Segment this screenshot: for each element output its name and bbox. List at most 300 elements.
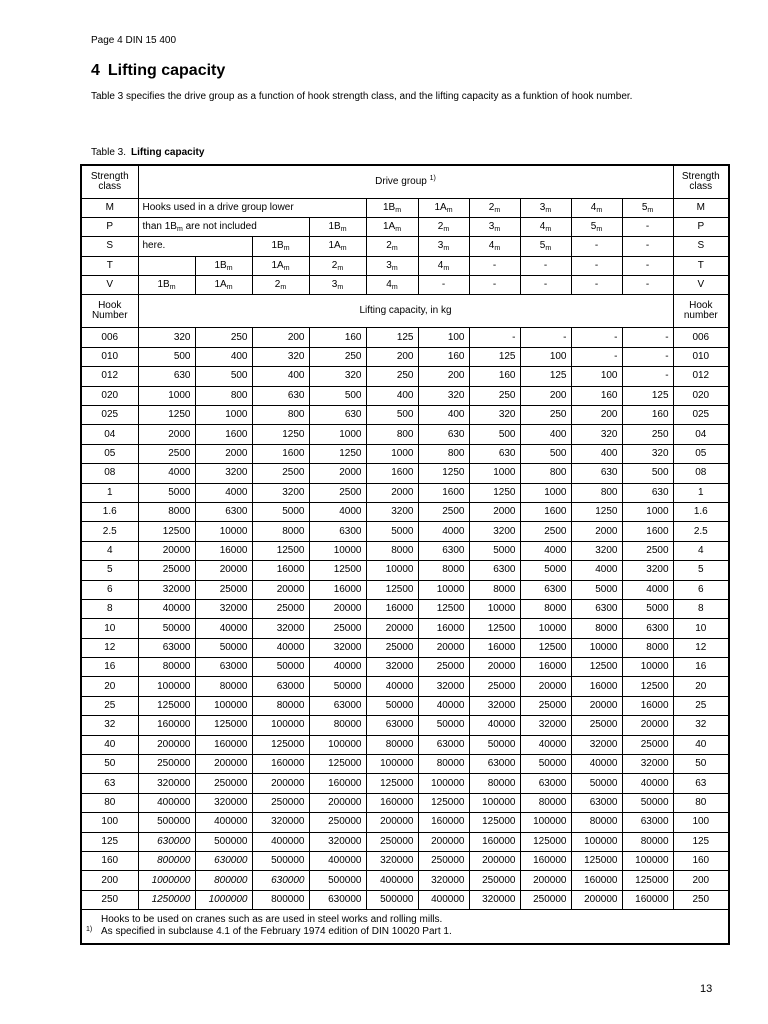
- strength-class-header-left: Strength class: [81, 165, 138, 198]
- capacity-cell: 400000: [195, 813, 252, 832]
- drive-group-header: Drive group $^{1)}$: [138, 165, 673, 198]
- capacity-cell: 12500: [418, 599, 469, 618]
- capacity-cell: 40000: [366, 677, 418, 696]
- capacity-cell: 63000: [309, 696, 366, 715]
- capacity-cell: 320: [571, 425, 622, 444]
- hook-number-cell: 5: [81, 561, 138, 580]
- capacity-cell: 1000: [469, 464, 520, 483]
- capacity-cell: 25000: [138, 561, 195, 580]
- capacity-cell: 160000: [309, 774, 366, 793]
- capacity-cell: 63000: [418, 735, 469, 754]
- capacity-cell: 250000: [469, 871, 520, 890]
- drive-group-cell: $1A_m$: [195, 276, 252, 295]
- capacity-cell: 250: [309, 347, 366, 366]
- capacity-cell: 25000: [469, 677, 520, 696]
- capacity-cell: 320000: [469, 890, 520, 909]
- capacity-cell: 2000: [366, 483, 418, 502]
- strength-class-row: [81, 198, 729, 217]
- table-row: [81, 638, 729, 657]
- drive-group-cell: $3_m$: [309, 276, 366, 295]
- capacity-cell: 200: [366, 347, 418, 366]
- table-row: [81, 541, 729, 560]
- capacity-cell: 80000: [571, 813, 622, 832]
- hook-number-cell: 4: [81, 541, 138, 560]
- capacity-cell: 25000: [252, 599, 309, 618]
- capacity-cell: 50000: [138, 619, 195, 638]
- capacity-cell: 125: [520, 367, 571, 386]
- capacity-cell: 200000: [309, 793, 366, 812]
- capacity-cell: 2500: [309, 483, 366, 502]
- drive-group-cell: -: [622, 276, 673, 295]
- table-row: [81, 677, 729, 696]
- capacity-cell: 100: [520, 347, 571, 366]
- capacity-cell: 16000: [195, 541, 252, 560]
- capacity-cell: 63000: [520, 774, 571, 793]
- drive-group-cell: $1B_m$: [309, 217, 366, 236]
- capacity-cell: 200: [520, 386, 571, 405]
- capacity-cell: 320000: [366, 852, 418, 871]
- hook-number-cell: 012: [81, 367, 138, 386]
- capacity-cell: 5000: [138, 483, 195, 502]
- hook-number-header-left: Hook Number: [81, 295, 138, 328]
- capacity-cell: 80000: [520, 793, 571, 812]
- capacity-cell: 20000: [520, 677, 571, 696]
- footnote-cell: [81, 910, 729, 944]
- strength-class-row: [81, 237, 729, 256]
- footnote-mark: 1): [86, 926, 93, 934]
- capacity-cell: -: [520, 328, 571, 347]
- capacity-cell: 40000: [520, 735, 571, 754]
- capacity-cell: 6300: [571, 599, 622, 618]
- hook-number-cell: 2.5: [673, 522, 729, 541]
- capacity-cell: 1600: [622, 522, 673, 541]
- capacity-cell: 125000: [418, 793, 469, 812]
- capacity-cell: 63000: [138, 638, 195, 657]
- capacity-cell: 1600: [366, 464, 418, 483]
- hook-number-cell: 10: [673, 619, 729, 638]
- capacity-cell: 8000: [252, 522, 309, 541]
- drive-group-cell: $4_m$: [520, 217, 571, 236]
- capacity-cell: 32000: [138, 580, 195, 599]
- capacity-cell: 5000: [571, 580, 622, 599]
- capacity-cell: 160000: [366, 793, 418, 812]
- capacity-cell: 50000: [571, 774, 622, 793]
- capacity-cell: 400000: [252, 832, 309, 851]
- capacity-cell: 125000: [138, 696, 195, 715]
- capacity-cell: 1250: [252, 425, 309, 444]
- table-row: [81, 347, 729, 366]
- table-row: [81, 813, 729, 832]
- capacity-cell: 250000: [252, 793, 309, 812]
- capacity-cell: 400000: [309, 852, 366, 871]
- capacity-cell: 1600: [252, 444, 309, 463]
- table-row: [81, 580, 729, 599]
- capacity-cell: 4000: [195, 483, 252, 502]
- hook-number-cell: 20: [673, 677, 729, 696]
- capacity-cell: 250: [195, 328, 252, 347]
- drive-group-cell: $4_m$: [366, 276, 418, 295]
- capacity-cell: 100000: [366, 755, 418, 774]
- hook-number-cell: 012: [673, 367, 729, 386]
- capacity-cell: 250: [520, 406, 571, 425]
- hook-number-cell: 40: [81, 735, 138, 754]
- capacity-cell: 12500: [520, 638, 571, 657]
- capacity-cell: 630000: [309, 890, 366, 909]
- table-row: [81, 793, 729, 812]
- capacity-cell: 20000: [252, 580, 309, 599]
- capacity-cell: 63000: [252, 677, 309, 696]
- hook-number-cell: 006: [81, 328, 138, 347]
- drive-group-cell: $3_m$: [520, 198, 571, 217]
- capacity-cell: 100000: [309, 735, 366, 754]
- hook-number-cell: 50: [81, 755, 138, 774]
- capacity-cell: 25000: [309, 619, 366, 638]
- capacity-cell: 320: [418, 386, 469, 405]
- capacity-cell: 1250: [571, 502, 622, 521]
- hook-number-cell: 63: [81, 774, 138, 793]
- hook-number-cell: 200: [81, 871, 138, 890]
- capacity-cell: 800: [366, 425, 418, 444]
- capacity-cell: 6300: [195, 502, 252, 521]
- drive-group-note: [138, 256, 195, 275]
- section-number: 4: [91, 62, 100, 79]
- strength-class-cell: M: [673, 198, 729, 217]
- capacity-cell: -: [622, 347, 673, 366]
- capacity-cell: 160000: [571, 871, 622, 890]
- capacity-cell: 500000: [366, 890, 418, 909]
- capacity-cell: 50000: [366, 696, 418, 715]
- drive-group-cell: -: [622, 217, 673, 236]
- capacity-cell: 50000: [195, 638, 252, 657]
- capacity-cell: 40000: [622, 774, 673, 793]
- capacity-cell: 16000: [571, 677, 622, 696]
- capacity-cell: 63000: [469, 755, 520, 774]
- capacity-cell: 63000: [366, 716, 418, 735]
- capacity-cell: 32000: [366, 658, 418, 677]
- drive-group-cell: $1B_m$: [252, 237, 309, 256]
- capacity-cell: 10000: [469, 599, 520, 618]
- hook-number-cell: 125: [81, 832, 138, 851]
- capacity-cell: 16000: [418, 619, 469, 638]
- capacity-cell: 200: [571, 406, 622, 425]
- capacity-cell: 16000: [622, 696, 673, 715]
- capacity-cell: 12500: [309, 561, 366, 580]
- capacity-cell: 20000: [469, 658, 520, 677]
- capacity-cell: 40000: [138, 599, 195, 618]
- table-caption-title: Lifting capacity: [131, 147, 205, 158]
- capacity-cell: 200000: [195, 755, 252, 774]
- capacity-cell: 20000: [195, 561, 252, 580]
- capacity-cell: 500: [520, 444, 571, 463]
- hook-number-cell: 12: [81, 638, 138, 657]
- capacity-cell: 50000: [520, 755, 571, 774]
- table-caption-label: Table 3.: [91, 147, 127, 158]
- capacity-cell: 4000: [309, 502, 366, 521]
- capacity-cell: -: [622, 328, 673, 347]
- capacity-cell: 32000: [571, 735, 622, 754]
- capacity-cell: 12500: [138, 522, 195, 541]
- hook-number-cell: 08: [673, 464, 729, 483]
- capacity-cell: 160: [309, 328, 366, 347]
- capacity-cell: 800000: [195, 871, 252, 890]
- capacity-cell: 80000: [418, 755, 469, 774]
- capacity-cell: 500: [366, 406, 418, 425]
- page-number: 13: [700, 983, 713, 995]
- capacity-cell: 125000: [252, 735, 309, 754]
- capacity-cell: 200000: [571, 890, 622, 909]
- capacity-cell: 6300: [622, 619, 673, 638]
- hook-number-cell: 32: [673, 716, 729, 735]
- capacity-cell: 20000: [309, 599, 366, 618]
- hook-number-cell: 80: [673, 793, 729, 812]
- capacity-cell: 160000: [418, 813, 469, 832]
- capacity-cell: -: [622, 367, 673, 386]
- capacity-cell: 32000: [520, 716, 571, 735]
- table-row: [81, 328, 729, 347]
- capacity-cell: 3200: [469, 522, 520, 541]
- capacity-cell: 63000: [195, 658, 252, 677]
- capacity-cell: 50000: [418, 716, 469, 735]
- capacity-cell: 125000: [366, 774, 418, 793]
- hook-number-cell: 05: [81, 444, 138, 463]
- capacity-cell: 32000: [309, 638, 366, 657]
- capacity-cell: 160000: [195, 735, 252, 754]
- strength-class-cell: V: [673, 276, 729, 295]
- capacity-cell: 100000: [252, 716, 309, 735]
- capacity-cell: 1000: [520, 483, 571, 502]
- drive-group-cell: $2_m$: [469, 198, 520, 217]
- hook-number-cell: 40: [673, 735, 729, 754]
- table-row: [81, 367, 729, 386]
- hook-number-cell: 8: [673, 599, 729, 618]
- capacity-cell: 3200: [195, 464, 252, 483]
- drive-group-cell: $2_m$: [418, 217, 469, 236]
- table-row: [81, 890, 729, 909]
- section-title: [91, 62, 225, 80]
- capacity-cell: 200: [418, 367, 469, 386]
- capacity-cell: 40000: [469, 716, 520, 735]
- capacity-cell: 5000: [622, 599, 673, 618]
- capacity-cell: 250000: [138, 755, 195, 774]
- capacity-cell: 125: [366, 328, 418, 347]
- capacity-cell: 1600: [520, 502, 571, 521]
- drive-group-cell: -: [520, 256, 571, 275]
- strength-class-cell: S: [81, 237, 138, 256]
- drive-group-cell: $1B_m$: [138, 276, 195, 295]
- capacity-cell: 1000000: [138, 871, 195, 890]
- capacity-cell: 25000: [622, 735, 673, 754]
- capacity-cell: 2000: [571, 522, 622, 541]
- capacity-cell: 800: [571, 483, 622, 502]
- footnote-mark: 1): [429, 174, 436, 182]
- drive-group-cell: $4_m$: [418, 256, 469, 275]
- capacity-cell: 400: [571, 444, 622, 463]
- footnote-line-2: 1) As specified in subclause 4.1 of the February 1974 edition of DIN 10020 Part 1.: [86, 926, 452, 938]
- hook-number-cell: 20: [81, 677, 138, 696]
- capacity-cell: 32000: [622, 755, 673, 774]
- capacity-cell: 4000: [571, 561, 622, 580]
- hook-number-cell: 020: [81, 386, 138, 405]
- hook-number-cell: 80: [81, 793, 138, 812]
- drive-group-cell: -: [622, 237, 673, 256]
- capacity-cell: 8000: [469, 580, 520, 599]
- capacity-cell: 25000: [195, 580, 252, 599]
- capacity-cell: 8000: [571, 619, 622, 638]
- hook-number-cell: 1.6: [81, 502, 138, 521]
- drive-group-cell: $3_m$: [469, 217, 520, 236]
- table-row: [81, 425, 729, 444]
- capacity-cell: 500: [195, 367, 252, 386]
- capacity-cell: 400: [195, 347, 252, 366]
- drive-group-cell: -: [520, 276, 571, 295]
- drive-group-cell: $1B_m$: [195, 256, 252, 275]
- capacity-cell: 2500: [622, 541, 673, 560]
- capacity-cell: 40000: [252, 638, 309, 657]
- strength-class-cell: T: [81, 256, 138, 275]
- capacity-cell: 320: [252, 347, 309, 366]
- lifting-capacity-header: Lifting capacity, in kg: [138, 295, 673, 328]
- capacity-cell: 3200: [571, 541, 622, 560]
- capacity-cell: 800000: [252, 890, 309, 909]
- table-row: [81, 658, 729, 677]
- strength-class-cell: P: [673, 217, 729, 236]
- capacity-cell: 250: [469, 386, 520, 405]
- capacity-cell: 50000: [252, 658, 309, 677]
- capacity-cell: 3200: [622, 561, 673, 580]
- drive-group-cell: $2_m$: [252, 276, 309, 295]
- capacity-cell: 6300: [309, 522, 366, 541]
- capacity-cell: 80000: [309, 716, 366, 735]
- drive-group-cell: $4_m$: [571, 198, 622, 217]
- capacity-cell: 10000: [418, 580, 469, 599]
- hook-number-cell: 1: [673, 483, 729, 502]
- table-row: [81, 716, 729, 735]
- capacity-cell: 630000: [195, 852, 252, 871]
- capacity-cell: 1600: [418, 483, 469, 502]
- capacity-cell: 20000: [418, 638, 469, 657]
- capacity-cell: 2500: [138, 444, 195, 463]
- capacity-cell: 63000: [622, 813, 673, 832]
- table-row: [81, 871, 729, 890]
- hook-number-cell: 006: [673, 328, 729, 347]
- capacity-cell: 160: [418, 347, 469, 366]
- capacity-cell: 100000: [571, 832, 622, 851]
- hook-number-cell: 04: [673, 425, 729, 444]
- capacity-cell: 8000: [418, 561, 469, 580]
- capacity-cell: 25000: [366, 638, 418, 657]
- capacity-cell: 100000: [138, 677, 195, 696]
- capacity-cell: 250: [622, 425, 673, 444]
- capacity-cell: 160: [571, 386, 622, 405]
- capacity-cell: 630000: [138, 832, 195, 851]
- table-row: [81, 619, 729, 638]
- footnote-row: [81, 910, 729, 944]
- capacity-cell: 10000: [571, 638, 622, 657]
- capacity-cell: 400: [418, 406, 469, 425]
- capacity-cell: 100000: [622, 852, 673, 871]
- capacity-cell: 25000: [571, 716, 622, 735]
- capacity-cell: 160: [622, 406, 673, 425]
- capacity-cell: 400000: [366, 871, 418, 890]
- hook-number-cell: 63: [673, 774, 729, 793]
- hook-number-header-right: Hook number: [673, 295, 729, 328]
- capacity-cell: 12500: [469, 619, 520, 638]
- capacity-cell: 320: [469, 406, 520, 425]
- capacity-cell: 800000: [138, 852, 195, 871]
- capacity-cell: 10000: [366, 561, 418, 580]
- capacity-cell: 80000: [138, 658, 195, 677]
- drive-group-cell: $3_m$: [418, 237, 469, 256]
- capacity-cell: 630: [309, 406, 366, 425]
- table-row: [81, 755, 729, 774]
- hook-number-cell: 16: [81, 658, 138, 677]
- capacity-cell: 320000: [252, 813, 309, 832]
- capacity-cell: 250: [366, 367, 418, 386]
- capacity-cell: 125000: [622, 871, 673, 890]
- capacity-cell: 2500: [252, 464, 309, 483]
- drive-group-cell: $3_m$: [366, 256, 418, 275]
- capacity-cell: 320000: [418, 871, 469, 890]
- capacity-cell: 6300: [418, 541, 469, 560]
- capacity-cell: 1000: [622, 502, 673, 521]
- capacity-cell: 320000: [195, 793, 252, 812]
- table-row: [81, 832, 729, 851]
- capacity-cell: 100000: [520, 813, 571, 832]
- table-row: [81, 464, 729, 483]
- hook-number-cell: 1: [81, 483, 138, 502]
- drive-group-cell: -: [571, 256, 622, 275]
- capacity-cell: 80000: [252, 696, 309, 715]
- hook-number-cell: 020: [673, 386, 729, 405]
- capacity-cell: 160000: [469, 832, 520, 851]
- capacity-cell: 100000: [195, 696, 252, 715]
- hook-number-cell: 1.6: [673, 502, 729, 521]
- capacity-cell: 400: [520, 425, 571, 444]
- capacity-cell: 32000: [418, 677, 469, 696]
- capacity-cell: 250000: [366, 832, 418, 851]
- capacity-cell: 2000: [195, 444, 252, 463]
- capacity-cell: 500000: [309, 871, 366, 890]
- capacity-cell: 12500: [622, 677, 673, 696]
- capacity-cell: 80000: [366, 735, 418, 754]
- table-row: [81, 561, 729, 580]
- capacity-cell: 32000: [252, 619, 309, 638]
- drive-group-cell: -: [622, 256, 673, 275]
- capacity-cell: 5000: [469, 541, 520, 560]
- drive-group-cell: -: [571, 276, 622, 295]
- hook-number-cell: 04: [81, 425, 138, 444]
- capacity-cell: 6300: [520, 580, 571, 599]
- capacity-cell: 100: [571, 367, 622, 386]
- capacity-cell: 630000: [252, 871, 309, 890]
- capacity-cell: 8000: [622, 638, 673, 657]
- drive-group-cell: $1A_m$: [309, 237, 366, 256]
- drive-group-cell: $2_m$: [366, 237, 418, 256]
- hook-number-cell: 10: [81, 619, 138, 638]
- capacity-cell: -: [571, 347, 622, 366]
- hook-number-cell: 12: [673, 638, 729, 657]
- capacity-cell: 2500: [418, 502, 469, 521]
- capacity-cell: 4000: [520, 541, 571, 560]
- capacity-cell: 5000: [520, 561, 571, 580]
- capacity-cell: 400000: [138, 793, 195, 812]
- capacity-cell: 320000: [138, 774, 195, 793]
- capacity-cell: 25000: [418, 658, 469, 677]
- hook-number-cell: 4: [673, 541, 729, 560]
- capacity-cell: 6300: [469, 561, 520, 580]
- capacity-cell: 1000: [366, 444, 418, 463]
- capacity-cell: 630: [138, 367, 195, 386]
